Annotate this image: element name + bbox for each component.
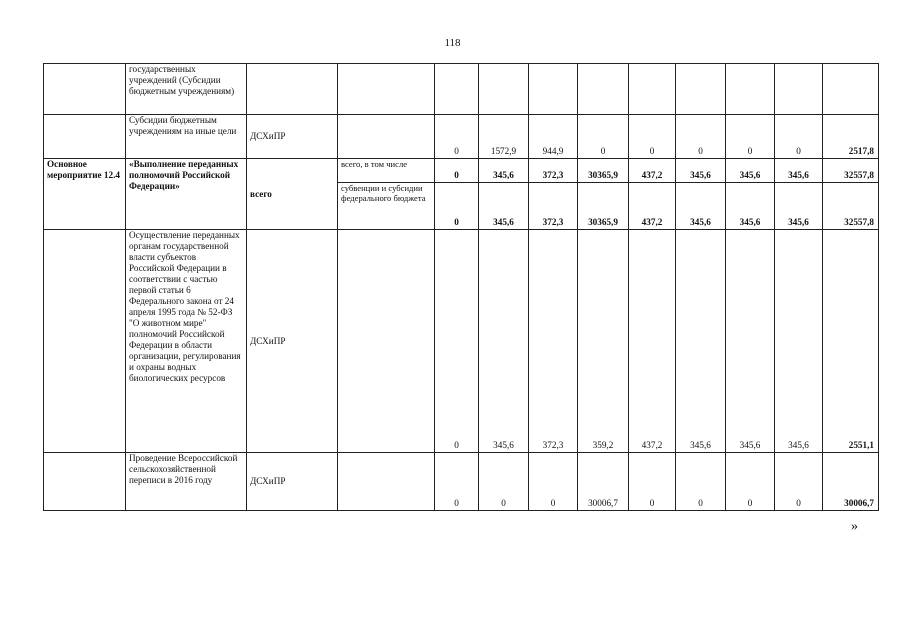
value-cell: 0 (676, 115, 726, 159)
source-cell (338, 453, 435, 511)
code-cell (44, 453, 126, 511)
value-cell: 0 (775, 115, 823, 159)
value-cell: 345,6 (726, 230, 775, 453)
value-cell: 345,6 (676, 230, 726, 453)
value-cell: 0 (529, 453, 578, 511)
executor-cell: ДСХиПР (247, 115, 338, 159)
executor-cell: ДСХиПР (247, 230, 338, 453)
value-cell: 0 (435, 230, 479, 453)
value-cell: 30365,9 (578, 159, 629, 183)
value-cell (775, 64, 823, 115)
value-cell (676, 64, 726, 115)
source-cell: субвенции и субсидии федерального бюджета (338, 183, 435, 230)
value-cell: 345,6 (479, 230, 529, 453)
total-cell: 32557,8 (823, 183, 879, 230)
continuation-mark: » (851, 519, 858, 534)
value-cell: 345,6 (676, 159, 726, 183)
executor-cell: всего (247, 159, 338, 230)
table-row (44, 115, 879, 159)
value-cell: 30006,7 (578, 453, 629, 511)
activity-name: Проведение Всероссийской сельскохозяйственной переписи в 2016 году (126, 453, 247, 511)
value-cell (479, 64, 529, 115)
activity-name: государственных учреждений (Субсидии бюджетным учреждениям) (126, 64, 247, 115)
value-cell: 0 (435, 183, 479, 230)
value-cell: 372,3 (529, 159, 578, 183)
value-cell: 0 (435, 115, 479, 159)
value-cell: 0 (775, 453, 823, 511)
code-cell (44, 115, 126, 159)
activity-name: Субсидии бюджетным учреждениям на иные цели (126, 115, 247, 159)
code-cell: Основное мероприятие 12.4 (44, 159, 126, 230)
value-cell: 437,2 (629, 230, 676, 453)
value-cell (726, 64, 775, 115)
source-cell (338, 64, 435, 115)
value-cell: 0 (726, 453, 775, 511)
value-cell: 437,2 (629, 159, 676, 183)
value-cell: 359,2 (578, 230, 629, 453)
value-cell: 30365,9 (578, 183, 629, 230)
value-cell (578, 64, 629, 115)
value-cell: 0 (479, 453, 529, 511)
value-cell: 372,3 (529, 183, 578, 230)
total-cell (823, 64, 879, 115)
source-cell: всего, в том числе (338, 159, 435, 183)
value-cell: 0 (578, 115, 629, 159)
value-cell (435, 64, 479, 115)
value-cell: 345,6 (479, 159, 529, 183)
budget-table (43, 63, 879, 511)
page-number: 118 (444, 37, 461, 49)
value-cell (529, 64, 578, 115)
value-cell: 345,6 (479, 183, 529, 230)
total-cell: 32557,8 (823, 159, 879, 183)
value-cell: 345,6 (726, 159, 775, 183)
value-cell: 345,6 (775, 230, 823, 453)
value-cell: 345,6 (676, 183, 726, 230)
total-cell: 2551,1 (823, 230, 879, 453)
source-cell (338, 115, 435, 159)
value-cell: 345,6 (775, 183, 823, 230)
table-row (44, 159, 879, 183)
activity-name: «Выполнение переданных полномочий Российской Федерации» (126, 159, 247, 230)
executor-cell (247, 64, 338, 115)
executor-cell: ДСХиПР (247, 453, 338, 511)
code-cell (44, 230, 126, 453)
source-cell (338, 230, 435, 453)
value-cell: 0 (676, 453, 726, 511)
value-cell: 944,9 (529, 115, 578, 159)
value-cell: 345,6 (775, 159, 823, 183)
value-cell: 0 (629, 453, 676, 511)
table-row (44, 64, 879, 115)
table-row (44, 453, 879, 511)
activity-name: Осуществление переданных органам государственной власти субъектов Российской Федерации в соответствии с частью первой статьи 6 Федерального закона от 24 апреля 1995 года № 52-ФЗ "О животном мире" полномочий Российской Федерации в области организации, регулирования и охраны водных биологических ресурсов (126, 230, 247, 453)
table-row (44, 230, 879, 453)
code-cell (44, 64, 126, 115)
value-cell: 372,3 (529, 230, 578, 453)
value-cell (629, 64, 676, 115)
value-cell: 345,6 (726, 183, 775, 230)
value-cell: 0 (435, 453, 479, 511)
value-cell: 0 (435, 159, 479, 183)
value-cell: 437,2 (629, 183, 676, 230)
value-cell: 1572,9 (479, 115, 529, 159)
value-cell: 0 (726, 115, 775, 159)
total-cell: 2517,8 (823, 115, 879, 159)
value-cell: 0 (629, 115, 676, 159)
total-cell: 30006,7 (823, 453, 879, 511)
